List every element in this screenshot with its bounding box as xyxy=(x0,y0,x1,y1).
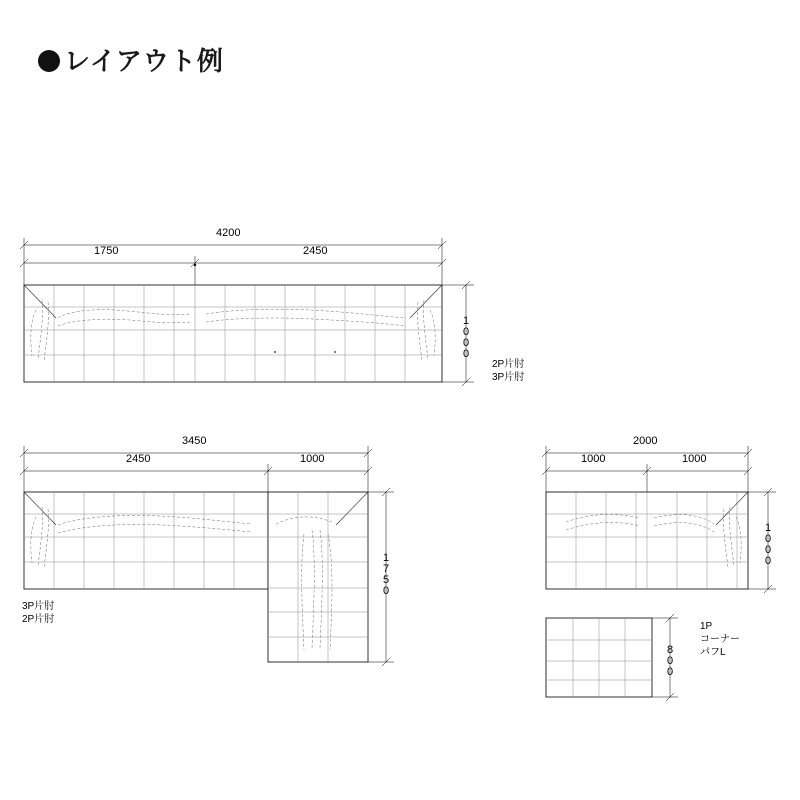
note-top-2: 3P片肘 xyxy=(492,372,525,383)
ottoman-body xyxy=(546,618,652,697)
note-ottoman-3: パフL xyxy=(700,647,726,658)
dim-seg1-top: 1750 xyxy=(94,245,119,257)
dim-total-l: 3450 xyxy=(182,435,207,447)
dim-depth-l: 1750 xyxy=(380,552,392,596)
dim-seg1-right-pair: 1000 xyxy=(581,453,606,465)
note-l-1: 3P片肘 xyxy=(22,601,55,612)
dim-seg2-l: 1000 xyxy=(300,453,325,465)
note-ottoman-1: 1P xyxy=(700,621,713,632)
dim-depth-ottoman: 800 xyxy=(664,644,676,677)
dim-depth-right-pair: 1000 xyxy=(762,522,774,566)
note-l-2: 2P片肘 xyxy=(22,614,55,625)
dim-total-right-pair: 2000 xyxy=(633,435,658,447)
dim-depth-top: 1000 xyxy=(460,315,472,359)
note-ottoman-2: コーナー xyxy=(700,634,740,645)
dim-seg1-l: 2450 xyxy=(126,453,151,465)
dim-seg2-top: 2450 xyxy=(303,245,328,257)
note-top-1: 2P片肘 xyxy=(492,359,525,370)
dim-total-top: 4200 xyxy=(216,227,241,239)
page-title-text: レイアウト例 xyxy=(64,46,224,76)
dim-seg2-right-pair: 1000 xyxy=(682,453,707,465)
